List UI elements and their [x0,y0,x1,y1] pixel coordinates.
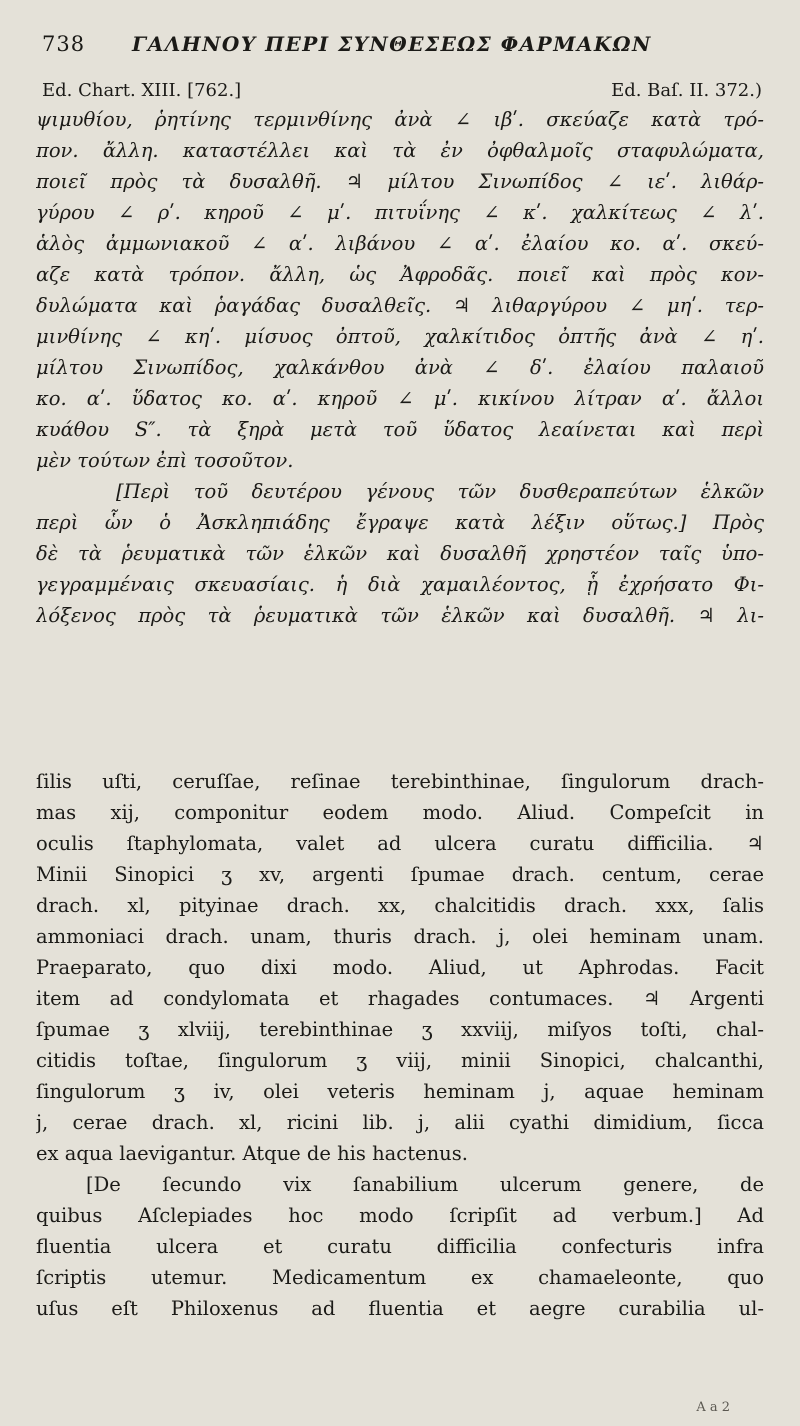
greek-line: μὲν τούτων ἐπὶ τοσοῦτον. [36,449,294,472]
latin-line: uſus eſt Philoxenus ad fluentia et aegre curabilia ul- [36,1297,764,1320]
greek-line: κο. αʹ. ὕδατος κο. αʹ. κηροῦ ∠ μʹ. κικίνου λίτραν αʹ. ἄλλοι [36,387,764,410]
greek-line: περὶ ὧν ὁ Ἀσκληπιάδης ἔγραψε κατὰ λέξιν οὕτως.] Πρὸς [36,511,764,534]
edition-references [42,80,762,104]
greek-line: λόξενος πρὸς τὰ ῥευματικὰ τῶν ἑλκῶν καὶ δυσαλθῆ. ♃ λι- [36,604,764,627]
greek-line: μίλτου Σινωπίδος, χαλκάνθου ἀνὰ ∠ δʹ. ἐλαίου παλαιοῦ [36,356,764,379]
latin-line: j, cerae drach. xl, ricini lib. j, alii cyathi dimidium, ſicca [36,1111,764,1134]
greek-line: [Περὶ τοῦ δευτέρου γένους τῶν δυσθεραπεύτων ἑλκῶν [116,480,764,503]
greek-line: ποιεῖ πρὸς τὰ δυσαλθῆ. ♃ μίλτου Σινωπίδος ∠ ιεʹ. λιθάρ- [36,170,764,193]
latin-line: item ad condylomata et rhagades contumaces. ♃ Argenti [36,987,764,1010]
latin-line: drach. xl, pityinae drach. xx, chalcitidis drach. xxx, ſalis [36,894,764,917]
greek-line: κυάθου S″. τὰ ξηρὰ μετὰ τοῦ ὕδατος λεαίνεται καὶ περὶ [36,418,764,441]
latin-line: oculis ſtaphylomata, valet ad ulcera curatu difficilia. ♃ [36,832,764,855]
latin-line: ſilis uſti, ceruſſae, reſinae terebinthinae, ſingulorum drach- [36,770,764,793]
page-number: 738 [42,32,86,56]
latin-line: fluentia ulcera et curatu difficilia confecturis infra [36,1235,764,1258]
greek-line: γεγραμμέναις σκευασίαις. ἡ διὰ χαμαιλέοντος, ᾗ ἐχρήσατο Φι- [36,573,764,596]
greek-line: γύρου ∠ ρʹ. κηροῦ ∠ μʹ. πιτυΐνης ∠ κʹ. χαλκίτεως ∠ λʹ. [36,201,764,224]
latin-line: [De ſecundo vix ſanabilium ulcerum genere, de [86,1173,764,1196]
signature-mark: A a 2 [696,1400,730,1415]
latin-line: ammoniaci drach. unam, thuris drach. j, olei heminam unam. [36,925,764,948]
latin-line: ſingulorum ʒ iv, olei veteris heminam j, aquae heminam [36,1080,764,1103]
greek-line: δὲ τὰ ῥευματικὰ τῶν ἑλκῶν καὶ δυσαλθῆ χρηστέον ταῖς ὑπο- [36,542,764,565]
latin-line: citidis toſtae, ſingulorum ʒ viij, minii Sinopici, chalcanthi, [36,1049,764,1072]
edition-chartier: Ed. Chart. XIII. [762.] [42,80,242,101]
greek-line: δυλώματα καὶ ῥαγάδας δυσαλθεῖς. ♃ λιθαργύρου ∠ μηʹ. τερ- [36,294,764,317]
latin-line: ſcriptis utemur. Medicamentum ex chamaeleonte, quo [36,1266,764,1289]
latin-line: ſpumae ʒ xlviij, terebinthinae ʒ xxviij, miſyos toſti, chal- [36,1018,764,1041]
greek-line: ψιμυθίου, ῥητίνης τερμινθίνης ἀνὰ ∠ ιβʹ. σκεύαζε κατὰ τρό- [36,108,764,131]
greek-line: ἁλὸς ἀμμωνιακοῦ ∠ αʹ. λιβάνου ∠ αʹ. ἐλαίου κο. αʹ. σκεύ- [36,232,764,255]
greek-line: αζε κατὰ τρόπον. ἄλλη, ὡς Ἀφροδᾶς. ποιεῖ καὶ πρὸς κον- [36,263,764,286]
latin-line: Minii Sinopici ʒ xv, argenti ſpumae drach. centum, cerae [36,863,764,886]
edition-basel: Ed. Baſ. II. 372.) [611,80,762,101]
latin-line: mas xij, componitur eodem modo. Aliud. Compeſcit in [36,801,764,824]
latin-line: Praeparato, quo dixi modo. Aliud, ut Aphrodas. Facit [36,956,764,979]
latin-text-block [36,766,764,1324]
greek-line: μινθίνης ∠ κηʹ. μίσυος ὀπτοῦ, χαλκίτιδος ὀπτῆς ἀνὰ ∠ ηʹ. [36,325,764,348]
latin-line: ex aqua laevigantur. Atque de his hactenus. [36,1142,468,1165]
latin-line: quibus Aſclepiades hoc modo ſcripſit ad verbum.] Ad [36,1204,764,1227]
running-title: ΓΑΛΗΝΟΥ ΠΕΡΙ ΣΥΝΘΕΣΕΩΣ ΦΑΡΜΑΚΩΝ [132,32,652,56]
greek-line: πον. ἄλλη. καταστέλλει καὶ τὰ ἐν ὀφθαλμοῖς σταφυλώματα, [36,139,764,162]
running-head [42,32,760,62]
greek-text-block [36,105,764,632]
